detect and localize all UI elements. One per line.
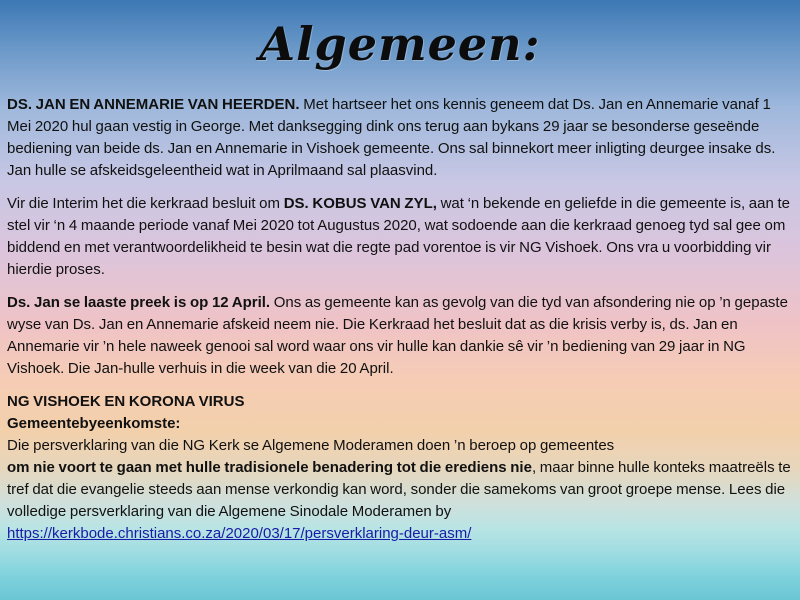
paragraph-interim-text-before: Vir die Interim het die kerkraad besluit om	[7, 195, 284, 212]
paragraph-van-heerden-heading: DS. JAN EN ANNEMARIE VAN HEERDEN.	[7, 96, 300, 113]
paragraph-interim	[7, 193, 795, 281]
page-title: Algemeen:	[259, 17, 541, 71]
korona-heading: NG VISHOEK EN KORONA VIRUS	[7, 393, 245, 410]
gemeentebyeenkomste-heading: Gemeentebyeenkomste:	[7, 415, 181, 432]
press-release-link[interactable]: https://kerkbode.christians.co.za/2020/03/17/persverklaring-deur-asm/	[7, 525, 472, 542]
paragraph-last-sermon-heading: Ds. Jan se laaste preek is op 12 April.	[7, 294, 271, 311]
paragraph-last-sermon-text: Ons as gemeente kan as gevolg van die tyd van afsondering nie op ’n gepaste wyse van Ds. Jan en Annemarie afskeid neem nie. Die Kerkraad het besluit dat as die krisis verby is, ds. Jan en Annemarie vir ’n hele naweek genooi sal word waar ons vir hulle kan dankie sê vir ’n bediening van 29 jaar in NG Vishoek. Die Jan-hulle verhuis in die week van die 20 April.	[7, 294, 788, 377]
content	[7, 94, 795, 545]
paragraph-interim-name: DS. KOBUS VAN ZYL,	[283, 195, 437, 212]
korona-emphasis: om nie voort te gaan met hulle tradisionele benadering tot die erediens nie	[7, 459, 532, 476]
korona-text-after: , maar binne hulle konteks maatreëls te tref dat die evangelie steeds aan mense verkondig kan word, sonder die samekoms van groot groepe mense. Lees die volledige persverklaring van die Algemene Sinodale Moderamen by	[7, 459, 791, 520]
paragraph-interim-text-after: wat ‘n bekende en geliefde in die gemeente is, aan te stel vir ‘n 4 maande periode vanaf Mei 2020 tot Augustus 2020, wat sodoende aan die kerkraad genoeg tyd sal gee om biddend en met verantwoordelikheid te besin wat die regte pad vorentoe is vir NG Vishoek. Ons vra u voorbidding vir hierdie proses.	[7, 195, 791, 278]
paragraph-korona	[7, 391, 795, 545]
paragraph-van-heerden-text: Met hartseer het ons kennis geneem dat Ds. Jan en Annemarie vanaf 1 Mei 2020 hul gaan vestig in George. Met danksegging dink ons terug aan bykans 29 jaar se besonderse geseënde bediening van beide ds. Jan en Annemarie in Vishoek gemeente. Ons sal binnekort meer inligting deurgee insake ds. Jan hulle se afskeidsgeleentheid wat in Aprilmaand sal plaasvind.	[7, 96, 776, 179]
korona-line1: Die persverklaring van die NG Kerk se Algemene Moderamen doen ’n beroep op gemeentes	[7, 437, 615, 454]
paragraph-van-heerden	[7, 94, 795, 182]
paragraph-last-sermon	[7, 292, 795, 380]
